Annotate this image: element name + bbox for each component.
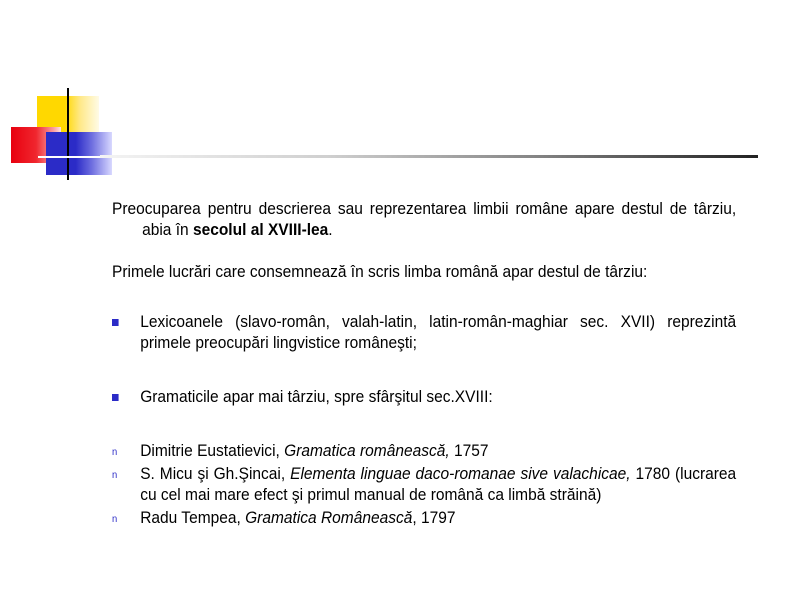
work-details: 1757 [449,442,489,460]
work-author: Radu Tempea, [140,509,246,527]
work-title: Elementa linguae daco-romanae sive valachicae, [290,465,631,483]
sub-bullet-icon: n [112,514,118,525]
work-author: Dimitrie Eustatievici, [140,442,285,460]
list-item-lexicons [112,312,736,354]
work-details: 1780 (lucrarea cu cel mai mare efect şi primul manual de română ca limbă străină) [140,465,737,504]
sub-item-tempea [112,508,736,529]
sub-bullet-icon: n [112,470,118,481]
blue-square [46,132,112,175]
work-title: Gramatica românească, [284,442,450,460]
sub-item-eustatievici [112,441,736,462]
work-title: Gramatica Românească [245,509,413,527]
intro-text: Preocuparea pentru descrierea sau reprezentarea limbii române apare destul de târziu, abia în [112,200,737,239]
bullet-text: Lexicoanele (slavo-român, valah-latin, latin-român-maghiar sec. XVII) reprezintă primele preocupări lingvistice româneşti; [140,313,737,352]
bullet-text: Gramaticile apar mai târziu, spre sfârşitul sec.XVIII: [140,388,493,406]
title-gradient-rule [100,155,758,158]
sub-bullet-icon: n [112,447,118,458]
intro-bold-century: secolul al XVIII-lea [192,221,329,239]
decorative-logo [0,0,800,200]
work-author: S. Micu şi Gh.Şincai, [140,465,291,483]
intro-period: . [328,221,333,239]
sub-item-micu-sincai [112,464,736,506]
work-details: , 1797 [412,509,456,527]
vertical-divider [67,88,69,180]
square-bullet-icon [112,319,119,326]
first-works-paragraph: Primele lucrări care consemnează în scris limba română apar destul de târziu: [112,263,648,281]
intro-paragraph [112,199,736,241]
list-item-grammars [112,387,736,408]
square-bullet-icon [112,394,119,401]
slide-body [112,199,736,529]
